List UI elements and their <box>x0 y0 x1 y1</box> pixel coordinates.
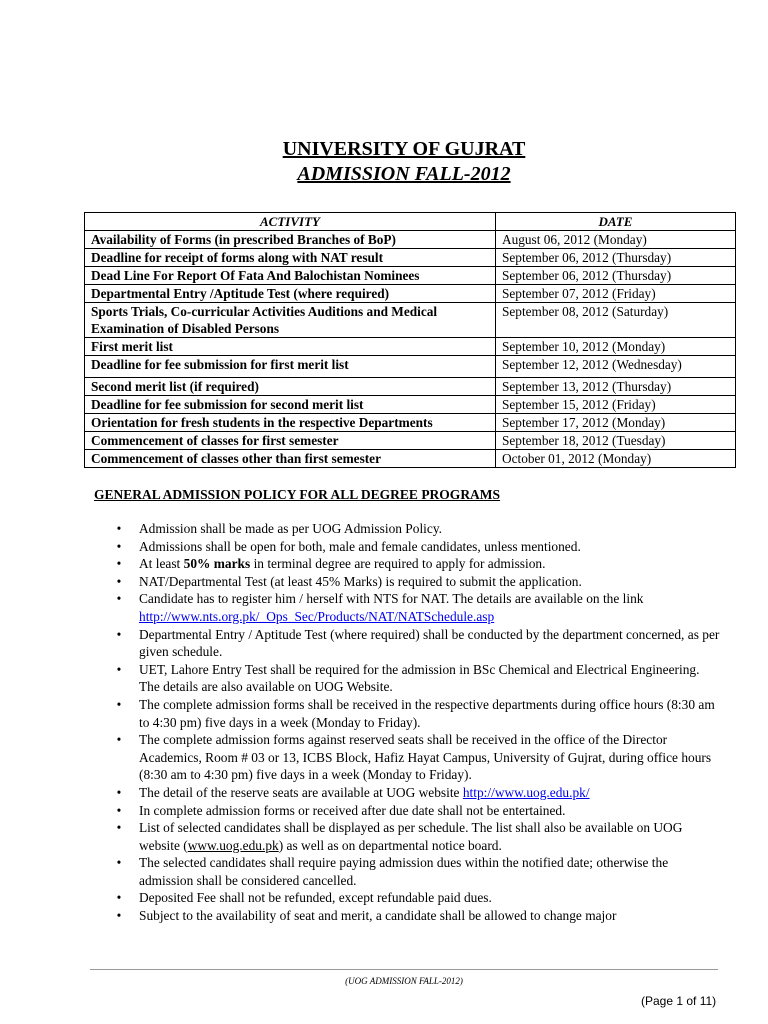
list-item <box>113 626 723 661</box>
policy-heading: GENERAL ADMISSION POLICY FOR ALL DEGREE PROGRAMS <box>94 487 501 502</box>
table-row <box>85 450 736 468</box>
date-cell: September 08, 2012 (Saturday) <box>496 303 736 338</box>
list-item <box>113 696 723 731</box>
activity-column-header: ACTIVITY <box>85 213 496 231</box>
bullet-icon: • <box>116 556 122 572</box>
activity-cell: Orientation for fresh students in the respective Departments <box>85 414 496 432</box>
table-row <box>85 338 736 356</box>
university-title: UNIVERSITY OF GUJRAT <box>282 138 526 160</box>
policy-text: UET, Lahore Entry Test shall be required for the admission in BSc Chemical and Electrical Engineering. The details are also available on UOG Website. <box>139 661 700 695</box>
table-row <box>85 378 736 396</box>
activity-cell: Commencement of classes other than first semester <box>85 450 496 468</box>
date-cell: September 13, 2012 (Thursday) <box>496 378 736 396</box>
policy-text: At least <box>139 556 184 572</box>
footer-divider <box>90 969 718 970</box>
policy-text: The complete admission forms against reserved seats shall be received in the office of the Director Academics, Room # 03 or 13, ICBS Block, Hafiz Hayat Campus, University of Gujrat, during office hours (8:30 am to 4:30 pm) five days in a week (Monday to Friday). <box>139 732 712 783</box>
bullet-icon: • <box>116 732 122 748</box>
bullet-icon: • <box>116 661 122 677</box>
activity-cell: Departmental Entry /Aptitude Test (where required) <box>85 285 496 303</box>
date-cell: September 15, 2012 (Friday) <box>496 396 736 414</box>
admission-schedule-table <box>84 212 736 468</box>
table-row <box>85 414 736 432</box>
table-row <box>85 396 736 414</box>
table-row <box>85 267 736 285</box>
activity-cell: Commencement of classes for first semester <box>85 432 496 450</box>
uog-website-link[interactable]: http://www.uog.edu.pk/ <box>462 784 590 800</box>
date-cell: September 06, 2012 (Thursday) <box>496 249 736 267</box>
bullet-icon: • <box>116 908 122 924</box>
list-item <box>113 538 723 556</box>
bullet-icon: • <box>116 538 122 554</box>
table-row <box>85 432 736 450</box>
list-item <box>113 520 723 538</box>
list-item <box>113 661 723 696</box>
nts-nat-link[interactable]: http://www.nts.org.pk/_Ops_Sec/Products/NAT/NATSchedule.asp <box>139 608 495 624</box>
bullet-icon: • <box>116 855 122 871</box>
activity-cell: Deadline for receipt of forms along with NAT result <box>85 249 496 267</box>
activity-cell: Availability of Forms (in prescribed Branches of BoP) <box>85 231 496 249</box>
bullet-icon: • <box>116 784 122 800</box>
policy-list <box>113 520 723 925</box>
table-row <box>85 356 736 378</box>
bullet-icon: • <box>116 591 122 607</box>
activity-cell: Sports Trials, Co-curricular Activities Auditions and Medical Examination of Disabled Persons <box>85 303 496 338</box>
footer-caption: (UOG ADMISSION FALL-2012) <box>345 976 463 986</box>
list-item <box>113 819 723 854</box>
activity-cell: Dead Line For Report Of Fata And Balochistan Nominees <box>85 267 496 285</box>
policy-text: Subject to the availability of seat and merit, a candidate shall be allowed to change major <box>139 908 617 924</box>
bullet-icon: • <box>116 521 122 536</box>
table-header-row <box>85 213 736 231</box>
date-cell: September 06, 2012 (Thursday) <box>496 267 736 285</box>
policy-text: Admission shall be made as per UOG Admission Policy. <box>139 521 443 536</box>
bullet-icon: • <box>116 573 122 589</box>
policy-text: NAT/Departmental Test (at least 45% Marks) is required to submit the application. <box>139 573 582 589</box>
list-item <box>113 573 723 591</box>
policy-text: In complete admission forms or received after due date shall not be entertained. <box>139 802 566 818</box>
list-item <box>113 731 723 784</box>
date-cell: October 01, 2012 (Monday) <box>496 450 736 468</box>
activity-cell: Second merit list (if required) <box>85 378 496 396</box>
uog-website-text-link[interactable]: www.uog.edu.pk <box>187 837 279 853</box>
table-row <box>85 303 736 338</box>
date-cell: September 10, 2012 (Monday) <box>496 338 736 356</box>
activity-cell: Deadline for fee submission for first merit list <box>85 356 496 378</box>
policy-text: List of selected candidates shall be displayed as per schedule. The list shall also be available on UOG website ( <box>139 820 683 853</box>
date-cell: September 12, 2012 (Wednesday) <box>496 356 736 378</box>
policy-text: ) as well as on departmental notice board. <box>278 837 502 853</box>
list-item <box>113 555 723 573</box>
list-item <box>113 784 723 802</box>
bullet-icon: • <box>116 626 122 642</box>
page-number: (Page 1 of 11) <box>641 994 717 1008</box>
list-item <box>113 854 723 889</box>
date-cell: September 18, 2012 (Tuesday) <box>496 432 736 450</box>
policy-text: Deposited Fee shall not be refunded, except refundable paid dues. <box>139 890 492 906</box>
bullet-icon: • <box>116 820 122 836</box>
table-row <box>85 231 736 249</box>
list-item <box>113 889 723 907</box>
policy-text: in terminal degree are required to apply for admission. <box>250 556 546 572</box>
bullet-icon: • <box>116 696 122 712</box>
activity-cell: First merit list <box>85 338 496 356</box>
policy-text-bold: 50% marks <box>183 556 251 572</box>
policy-text: The complete admission forms shall be received in the respective departments during office hours (8:30 am to 4:30 pm) five days in a week (Monday to Friday). <box>139 696 715 730</box>
policy-text: The selected candidates shall require paying admission dues within the notified date; otherwise the admission shall be considered cancelled. <box>139 855 669 888</box>
list-item <box>113 907 723 925</box>
table-row <box>85 285 736 303</box>
activity-cell: Deadline for fee submission for second merit list <box>85 396 496 414</box>
table-row <box>85 249 736 267</box>
admission-title: ADMISSION FALL-2012 <box>297 163 511 185</box>
bullet-icon: • <box>116 802 122 818</box>
date-cell: September 17, 2012 (Monday) <box>496 414 736 432</box>
date-column-header: DATE <box>496 213 736 231</box>
policy-text: Departmental Entry / Aptitude Test (where required) shall be conducted by the department concerned, as per given schedule. <box>139 626 720 660</box>
policy-text: Candidate has to register him / herself with NTS for NAT. The details are available on the link <box>139 591 644 607</box>
policy-text: Admissions shall be open for both, male and female candidates, unless mentioned. <box>139 538 581 554</box>
list-item <box>113 590 723 625</box>
date-cell: September 07, 2012 (Friday) <box>496 285 736 303</box>
bullet-icon: • <box>116 890 122 906</box>
date-cell: August 06, 2012 (Monday) <box>496 231 736 249</box>
list-item <box>113 802 723 820</box>
policy-text: The detail of the reserve seats are available at UOG website <box>139 784 463 800</box>
